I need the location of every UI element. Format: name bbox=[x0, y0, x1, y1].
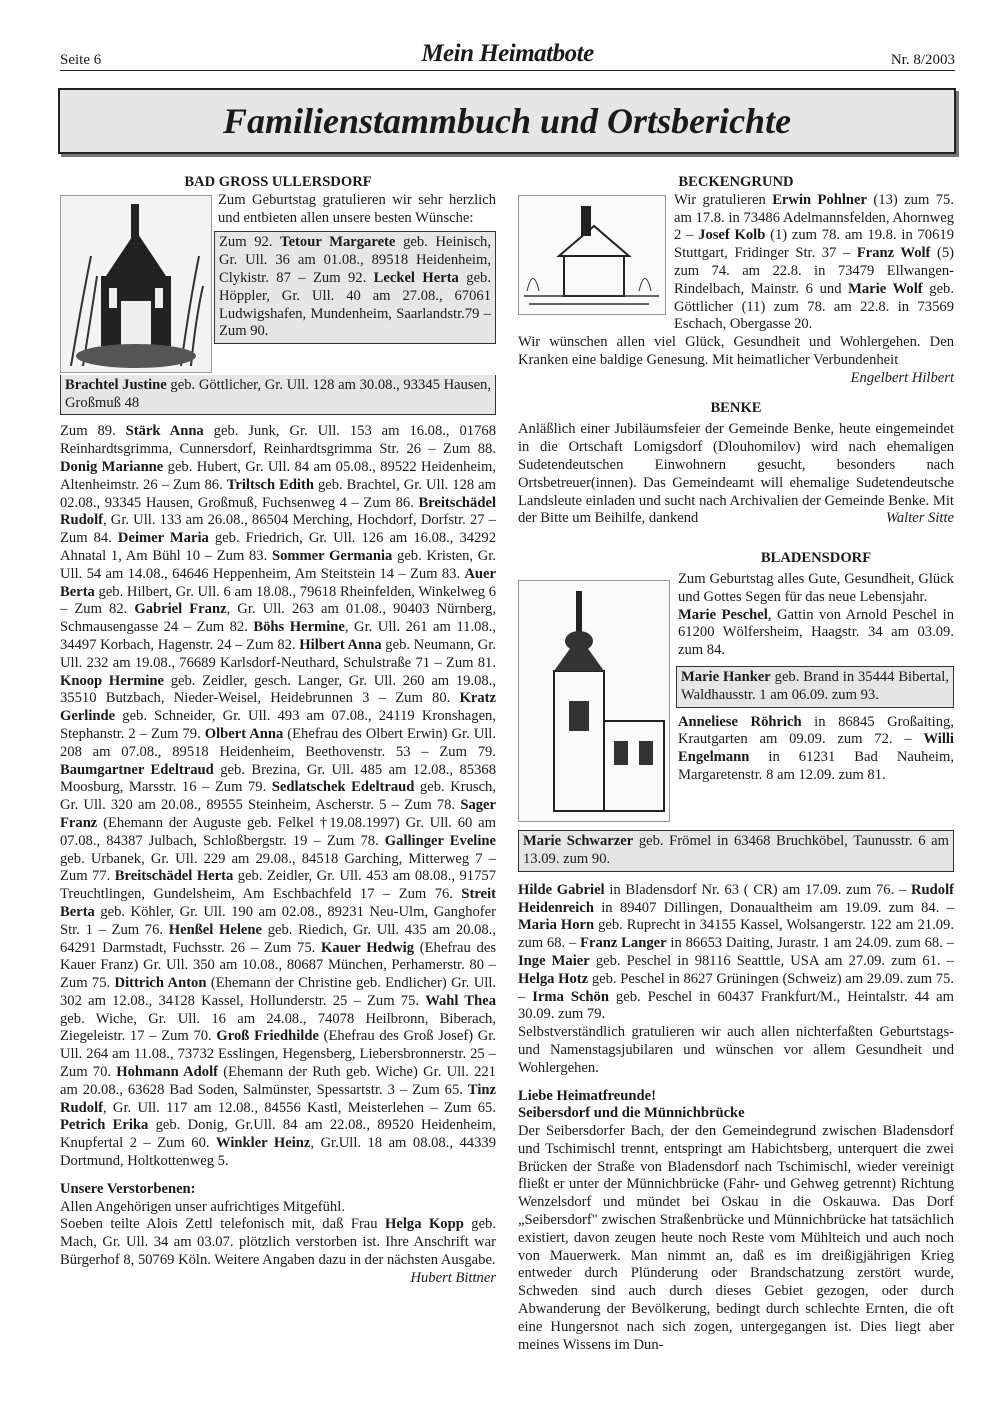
entry-text: in 89407 Dillingen, Donaualtheim am 19.09. zum 84. – bbox=[593, 899, 954, 916]
person-name: Gallinger Eveline bbox=[384, 832, 497, 849]
person-name: Sedlatschek Edeltraud bbox=[271, 779, 415, 796]
signature: Engelbert Hilbert bbox=[850, 369, 954, 386]
entry-text: geb. Peschel in 98116 Seatttle, USA am 27.09. zum 61. – bbox=[589, 952, 954, 969]
birthday-list bbox=[60, 423, 496, 1170]
article-title: Seibersdorf und die Münnichbrücke bbox=[518, 1105, 745, 1122]
person-name: Stärk Anna bbox=[125, 423, 204, 440]
entry-text: geb. Göttlicher (11) zum 78. am 22.8. in 73569 Eschach, Obergasse 20. bbox=[674, 280, 954, 333]
entry-text: geb. Hilbert, Gr. Ull. 6 am 18.08., 79618 Rheinfelden, Winkelweg 6 – Zum 82. bbox=[60, 583, 496, 618]
entry-text: geb. Neumann, Gr. Ull. 232 am 19.08., 76689 Karlsdorf-Neuthard, Schulstraße 71 – Zum 81. bbox=[60, 636, 496, 671]
person-name: Breitschädel Herta bbox=[114, 868, 234, 885]
entry-text: geb. Kristen, Gr. Ull. 54 am 14.08., 64646 Heppenheim, Am Steitstein 14 – Zum 83. bbox=[60, 547, 496, 582]
person-name: Kratz Gerlinde bbox=[60, 690, 496, 725]
entry-text: geb. Junk, Gr. Ull. 153 am 16.08., 01768 Reinhardtsgrimma, Cunnersdorf, Reinhardtsgrimma Str. 26 – Zum 88. bbox=[60, 423, 496, 458]
entry-text: , Gr.Ull. 18 am 08.08., 44339 Dortmund, Holtkottenweg 5. bbox=[60, 1135, 496, 1170]
person-name: Helga Hotz bbox=[518, 970, 589, 987]
entry-text: geb. Köhler, Gr. Ull. 190 am 02.08., 89231 Neu-Ulm, Ganghofer Str. 1 – Zum 76. bbox=[60, 903, 496, 938]
person-name: Groß Friedhilde bbox=[216, 1028, 319, 1045]
box-name: Tetour Margarete bbox=[280, 234, 396, 251]
person-name: Donig Marianne bbox=[60, 458, 164, 475]
entry-text: geb. Brezina, Gr. Ull. 485 am 12.08., 85368 Moosburg, Marsstr. 16 – Zum 79. bbox=[60, 761, 496, 796]
entry-text: , Gr. Ull. 261 am 11.08., 34497 Korbach, Hagenstr. 24 – Zum 82. bbox=[60, 619, 496, 653]
entry-text: in 86845 Großaiting, Krautgarten am 09.09. zum 72. – bbox=[678, 713, 954, 748]
person-name: Franz Langer bbox=[580, 935, 667, 952]
person-name: Wahl Thea bbox=[425, 992, 497, 1009]
entry-text: (5) zum 74. am 22.8. in 73479 Ellwangen-Rindelbach, Mainstr. 6 und bbox=[674, 245, 955, 297]
person-name: Marie Wolf bbox=[848, 280, 923, 297]
entry-text: geb. Friedrich, Gr. Ull. 126 am 16.08., 34292 Ahnatal 1, Am Bühl 10 – Zum 83. bbox=[60, 530, 496, 564]
box-text: geb. Höppler, Gr. Ull. 40 am 27.08., 67061 Ludwigshafen, Mundenheim, Saarlandstr.79 – Zum 90. bbox=[219, 269, 491, 340]
person-name: Maria Horn bbox=[518, 917, 595, 934]
person-name: Inge Maier bbox=[518, 952, 590, 969]
entry-text: geb. Peschel in 8627 Grüningen (Schweiz) am 29.09. zum 75. – bbox=[518, 970, 954, 1005]
person-name: Hilbert Anna bbox=[299, 636, 382, 653]
entry-text: (1) zum 78. am 19.8. in 70619 Stuttgart, Fridinger Str. 37 – bbox=[674, 227, 954, 262]
person-name: Rudolf Heidenreich bbox=[518, 881, 954, 916]
person-name: Marie Hanker bbox=[681, 668, 771, 685]
person-name: Irma Schön bbox=[532, 988, 609, 1005]
entry-text: geb. Brachtel, Gr. Ull. 128 am 02.08., 93345 Hausen, Großmuß, Fuchsenweg 4 – Zum 86. bbox=[60, 476, 496, 511]
banner-title: Familienstammbuch und Ortsberichte bbox=[222, 101, 792, 141]
person-name: Auer Berta bbox=[60, 565, 496, 600]
highlight-box-hanker bbox=[676, 666, 954, 708]
person-name: Dittrich Anton bbox=[114, 975, 207, 992]
person-name: Willi Engelmann bbox=[678, 731, 954, 766]
entry-text: geb. Zeidler, Gr. Ull. 453 am 08.08., 91757 Treuchtlingen, Gundelsheim, Am Eschbachfeld 17 – Zum 76. bbox=[60, 868, 496, 903]
person-name: Erwin Pohlner bbox=[772, 191, 867, 208]
entry-text: (Ehemann der Ruth geb. Wiche) Gr. Ull. 221 am 20.08., 63628 Bad Soden, Salmünster, Spessartstr. 3 – Zum 65. bbox=[60, 1064, 496, 1098]
person-name: Hilde Gabriel bbox=[518, 881, 605, 898]
highlight-box-bottom bbox=[60, 375, 496, 416]
entry-text: geb. Zeidler, gesch. Langer, Gr. Ull. 260 am 19.08., 35510 Butzbach, Nieder-Weisel, Heidebrunnen 3 – Zum 80. bbox=[60, 672, 496, 707]
wish-text: Wir wünschen allen viel Glück, Gesundheit und Wohlergehen. Den Kranken eine baldige Genesung. Mit heimatlicher Verbundenheit bbox=[518, 334, 954, 368]
entry-text: geb. Schneider, Gr. Ull. 493 am 07.08., 24119 Kronshagen, Stephanstr. 2 – Zum 79. bbox=[60, 708, 496, 742]
entry-text: , Gattin von Arnold Peschel in 61200 Wölfersheim, Haagstr. 34 am 03.09. zum 84. bbox=[678, 606, 954, 659]
person-name: Anneliese Röhrich bbox=[678, 713, 802, 730]
person-name: Deimer Maria bbox=[117, 530, 209, 547]
person-name: Breitschädel Rudolf bbox=[60, 494, 496, 529]
person-name: Olbert Anna bbox=[204, 725, 284, 742]
bladensdorf-block bbox=[518, 550, 954, 872]
entry-text: in 86653 Daiting, Jurastr. 1 am 24.09. zum 68. – bbox=[666, 935, 954, 952]
person-name: Marie Schwarzer bbox=[523, 833, 634, 850]
section-heading-beckengrund: BECKENGRUND bbox=[678, 174, 794, 190]
section-banner bbox=[58, 88, 956, 154]
highlight-box-top bbox=[214, 231, 496, 344]
person-name: Gabriel Franz bbox=[134, 601, 227, 618]
entry-text: geb. Frömel in 63468 Bruchköbel, Taunusstr. 6 am 13.09. zum 90. bbox=[523, 833, 949, 867]
person-name: Kauer Hedwig bbox=[321, 939, 415, 956]
person-name: Petrich Erika bbox=[60, 1117, 149, 1134]
entry-text: geb. Urbanek, Gr. Ull. 229 am 29.08., 84518 Garching, Mitterweg 7 – Zum 77. bbox=[60, 850, 496, 885]
entry-text: geb. Peschel in 60437 Frankfurt/M., Heintalstr. 44 am 30.09. zum 79. bbox=[518, 988, 955, 1023]
section-heading-bladensdorf: BLADENSDORF bbox=[760, 550, 872, 567]
box-name: Leckel Herta bbox=[373, 269, 459, 286]
entry-text: (Ehefrau des Groß Josef) Gr. Ull. 264 am 11.08., 73732 Esslingen, Hegensberg, Liebersbronnerstr. 25 – Zum 70. bbox=[60, 1028, 496, 1081]
birthday-intro: Zum Geburtstag gratulieren wir sehr herzlich und entbieten allen unsere besten Wünsche: bbox=[218, 191, 496, 226]
person-name: Henßel Helene bbox=[168, 921, 262, 938]
deceased-heading: Unsere Verstorbenen: bbox=[60, 1180, 196, 1197]
person-name: Sager Franz bbox=[60, 797, 496, 831]
person-name: Tinz Rudolf bbox=[60, 1081, 496, 1116]
person-name: Baumgartner Edeltraud bbox=[60, 761, 214, 778]
entry-text: (Ehemann der Auguste geb. Felkel †19.08.1997) Gr. Ull. 60 am 07.08., 84387 Julbach, Schloßbergstr. 19 – Zum 78. bbox=[60, 814, 496, 849]
page-header bbox=[60, 40, 955, 71]
left-column bbox=[60, 174, 496, 1288]
person-name: Böhs Hermine bbox=[253, 619, 345, 636]
person-name: Marie Peschel bbox=[678, 606, 768, 623]
bladensdorf-list bbox=[518, 882, 954, 1024]
right-column bbox=[518, 174, 954, 1354]
chapel-illustration bbox=[518, 195, 666, 315]
entry-text: (Ehemann der Christine geb. Endlicher) Gr. Ull. 302 am 12.08., 34128 Kassel, Hollunderstr. 25 – Zum 75. bbox=[60, 975, 497, 1009]
person-name: Sommer Germania bbox=[271, 547, 393, 564]
entry-text: (Ehefrau des Olbert Erwin) Gr. Ull. 208 am 07.08., 89518 Heidenheim, Beethovenstr. 53 – Zum 79. bbox=[60, 725, 496, 760]
entry-text: (13) zum 75. am 17.8. in 73486 Adelmannsfelden, Ahornweg 2 – bbox=[674, 191, 954, 244]
entry-text: geb. Brand in 35444 Bibertal, Waldhausstr. 1 am 06.09. zum 93. bbox=[681, 668, 949, 703]
person-name: Knoop Hermine bbox=[60, 672, 165, 689]
person-name: Winkler Heinz bbox=[216, 1135, 311, 1152]
box-text: Zum 92. bbox=[219, 234, 281, 251]
person-name: Franz Wolf bbox=[856, 245, 931, 262]
entry-text: geb. Krusch, Gr. Ull. 320 am 20.08., 89555 Steinheim, Ascherstr. 5 – Zum 78. bbox=[60, 779, 497, 814]
person-name: Streit Berta bbox=[60, 886, 496, 920]
entry-text: , Gr. Ull. 117 am 12.08., 84556 Kastl, Meisterlehen – Zum 65. bbox=[102, 1099, 496, 1116]
beckengrund-wish bbox=[518, 334, 954, 370]
article-salutation: Liebe Heimatfreunde! bbox=[518, 1087, 656, 1104]
bladensdorf-intro: Zum Geburtstag alles Gute, Gesundheit, Glück und Gottes Segen für das neue Lebensjahr. bbox=[678, 570, 954, 605]
signature: Hubert Bittner bbox=[410, 1269, 496, 1286]
deceased-condolence: Allen Angehörigen unser aufrichtiges Mitgefühl. bbox=[60, 1198, 345, 1215]
issue-number: Nr. 8/2003 bbox=[890, 52, 955, 68]
section-heading-bad-gross-ullersdorf: BAD GROSS ULLERSDORF bbox=[184, 174, 372, 190]
masthead: Mein Heimatbote bbox=[421, 40, 594, 67]
section-heading-benke: BENKE bbox=[710, 399, 762, 416]
entry-text: Zum 89. bbox=[60, 423, 126, 440]
page-number: Seite 6 bbox=[60, 52, 102, 68]
deceased-name: Helga Kopp bbox=[385, 1216, 464, 1233]
person-name: Josef Kolb bbox=[698, 227, 766, 244]
article-body: Der Seibersdorfer Bach, der den Gemeindegrund zwischen Bladensdorf und Tschimischl trennt, entspringt am Habichtsberg, unterquert die zwei Brücken der Straße von Bladensdorf nach Tschimischl, wieder vereinigt fließt er unter der Münnichbrücke (Fahr- und Gehweg getrennt) Richtung Wenzelsdorf und mündet bei Oskau in die Oskauwa. Das Dorf „Seibersdorf" zwischen Straßenbrücke und Münnichbrücke hat tatsächlich existiert, davon zeugen heute noch Reste vom Mühlteich und auch noch von Mauerwerk. Man nimmt an, daß es im dreißigjährigen Krieg entweder durch Plünderung oder Brandschatzung zerstört wurde, Schweden sind auch durch dieses Gebiet gezogen, oder durch Abwanderung der Bevölkerung, bedingt durch schlechte Ernten, die oft eine Hungersnot nach sich zogen, untergegangen ist. Dies liegt aber meines Wissens im Dun- bbox=[518, 1123, 954, 1353]
entry-text: , Gr. Ull. 263 am 01.08., 90403 Nürnberg, Schmausengasse 24 – Zum 82. bbox=[60, 601, 496, 636]
notice-text: geb. Mach, Gr. Ull. 34 am 03.07. plötzlich verstorben ist. Ihre Anschrift war Bürgerhof 8, 50769 Köln. Weitere Angaben dazu in der nächsten Ausgabe. bbox=[60, 1216, 497, 1269]
person-name: Hohmann Adolf bbox=[116, 1064, 218, 1081]
box-name: Brachtel Justine bbox=[65, 376, 167, 393]
entry-text: geb. Wiche, Gr. Ull. 16 am 24.08., 74078 Heilbronn, Biberach, Ziegeleistr. 17 – Zum 70. bbox=[60, 1010, 496, 1045]
box-text: geb. Göttlicher, Gr. Ull. 128 am 30.08., 93345 Hausen, Großmuß 48 bbox=[65, 376, 491, 411]
signature: Walter Sitte bbox=[886, 510, 954, 527]
church-tower-illustration bbox=[518, 580, 670, 822]
church-illustration bbox=[60, 195, 212, 373]
entry-text: in 61231 Bad Nauheim, Margaretenstr. 8 am 12.09. zum 81. bbox=[678, 749, 954, 783]
deceased-notice bbox=[60, 1216, 497, 1286]
notice-text: Soeben teilte Alois Zettl telefonisch mit, daß Frau bbox=[60, 1216, 386, 1233]
entry-text: geb. Hubert, Gr. Ull. 84 am 05.08., 89522 Heidenheim, Altenheimstr. 26 – Zum 86. bbox=[60, 458, 497, 493]
entry-text: geb. Ruprecht in 34155 Kassel, Wolsangerstr. 122 am 21.09. zum 68. – bbox=[518, 917, 954, 952]
benke-text bbox=[518, 421, 954, 528]
entry-text: (Ehefrau des Kauer Franz) Gr. Ull. 350 am 10.08., 80687 München, Perhamerstr. 80 – Zum 75. bbox=[60, 939, 496, 992]
entry-text: geb. Donig, Gr.Ull. 84 am 22.08., 89520 Heidenheim, Knupfertal 2 – Zum 60. bbox=[60, 1117, 496, 1152]
highlight-box-schwarzer bbox=[518, 830, 954, 872]
entry-text: , Gr. Ull. 133 am 26.08., 86504 Merching, Hochdorf, Dorfstr. 27 – Zum 84. bbox=[60, 512, 496, 547]
entry-text: Wir gratulieren bbox=[674, 191, 773, 208]
entry-text: geb. Riedich, Gr. Ull. 435 am 20.08., 64291 Darmstadt, Fuchsstr. 26 – Zum 75. bbox=[60, 921, 497, 956]
entry-text: in Bladensdorf Nr. 63 ( CR) am 17.09. zum 76. – bbox=[604, 881, 911, 898]
person-name: Triltsch Edith bbox=[226, 476, 314, 493]
benke-body: Anläßlich einer Jubiläumsfeier der Gemeinde Benke, heute eingemeindet in die Ortschaft Lomigsdorf (Dlouhomilov) wird nach ehemaligen Sudetendeutschen Einwohnern gesucht, besonders nach Ortsbetreuer(innen). Das Gemeindeamt will ehemalige Sudetendeutsche Landsleute einladen und sucht nach Archivalien der Gemeinde Benke. Mit der Bitte um Beihilfe, dankend bbox=[518, 421, 954, 527]
box-text: geb. Heinisch, Gr. Ull. 36 am 01.08., 89518 Heidenheim, Clykistr. 87 – Zum 92. bbox=[219, 234, 491, 286]
bladensdorf-closing: Selbstverständlich gratulieren wir auch allen nichterfaßten Geburtstags- und Namenstagsjubilaren und wünschen vor allem Gesundheit und Wohlergehen. bbox=[518, 1024, 954, 1076]
